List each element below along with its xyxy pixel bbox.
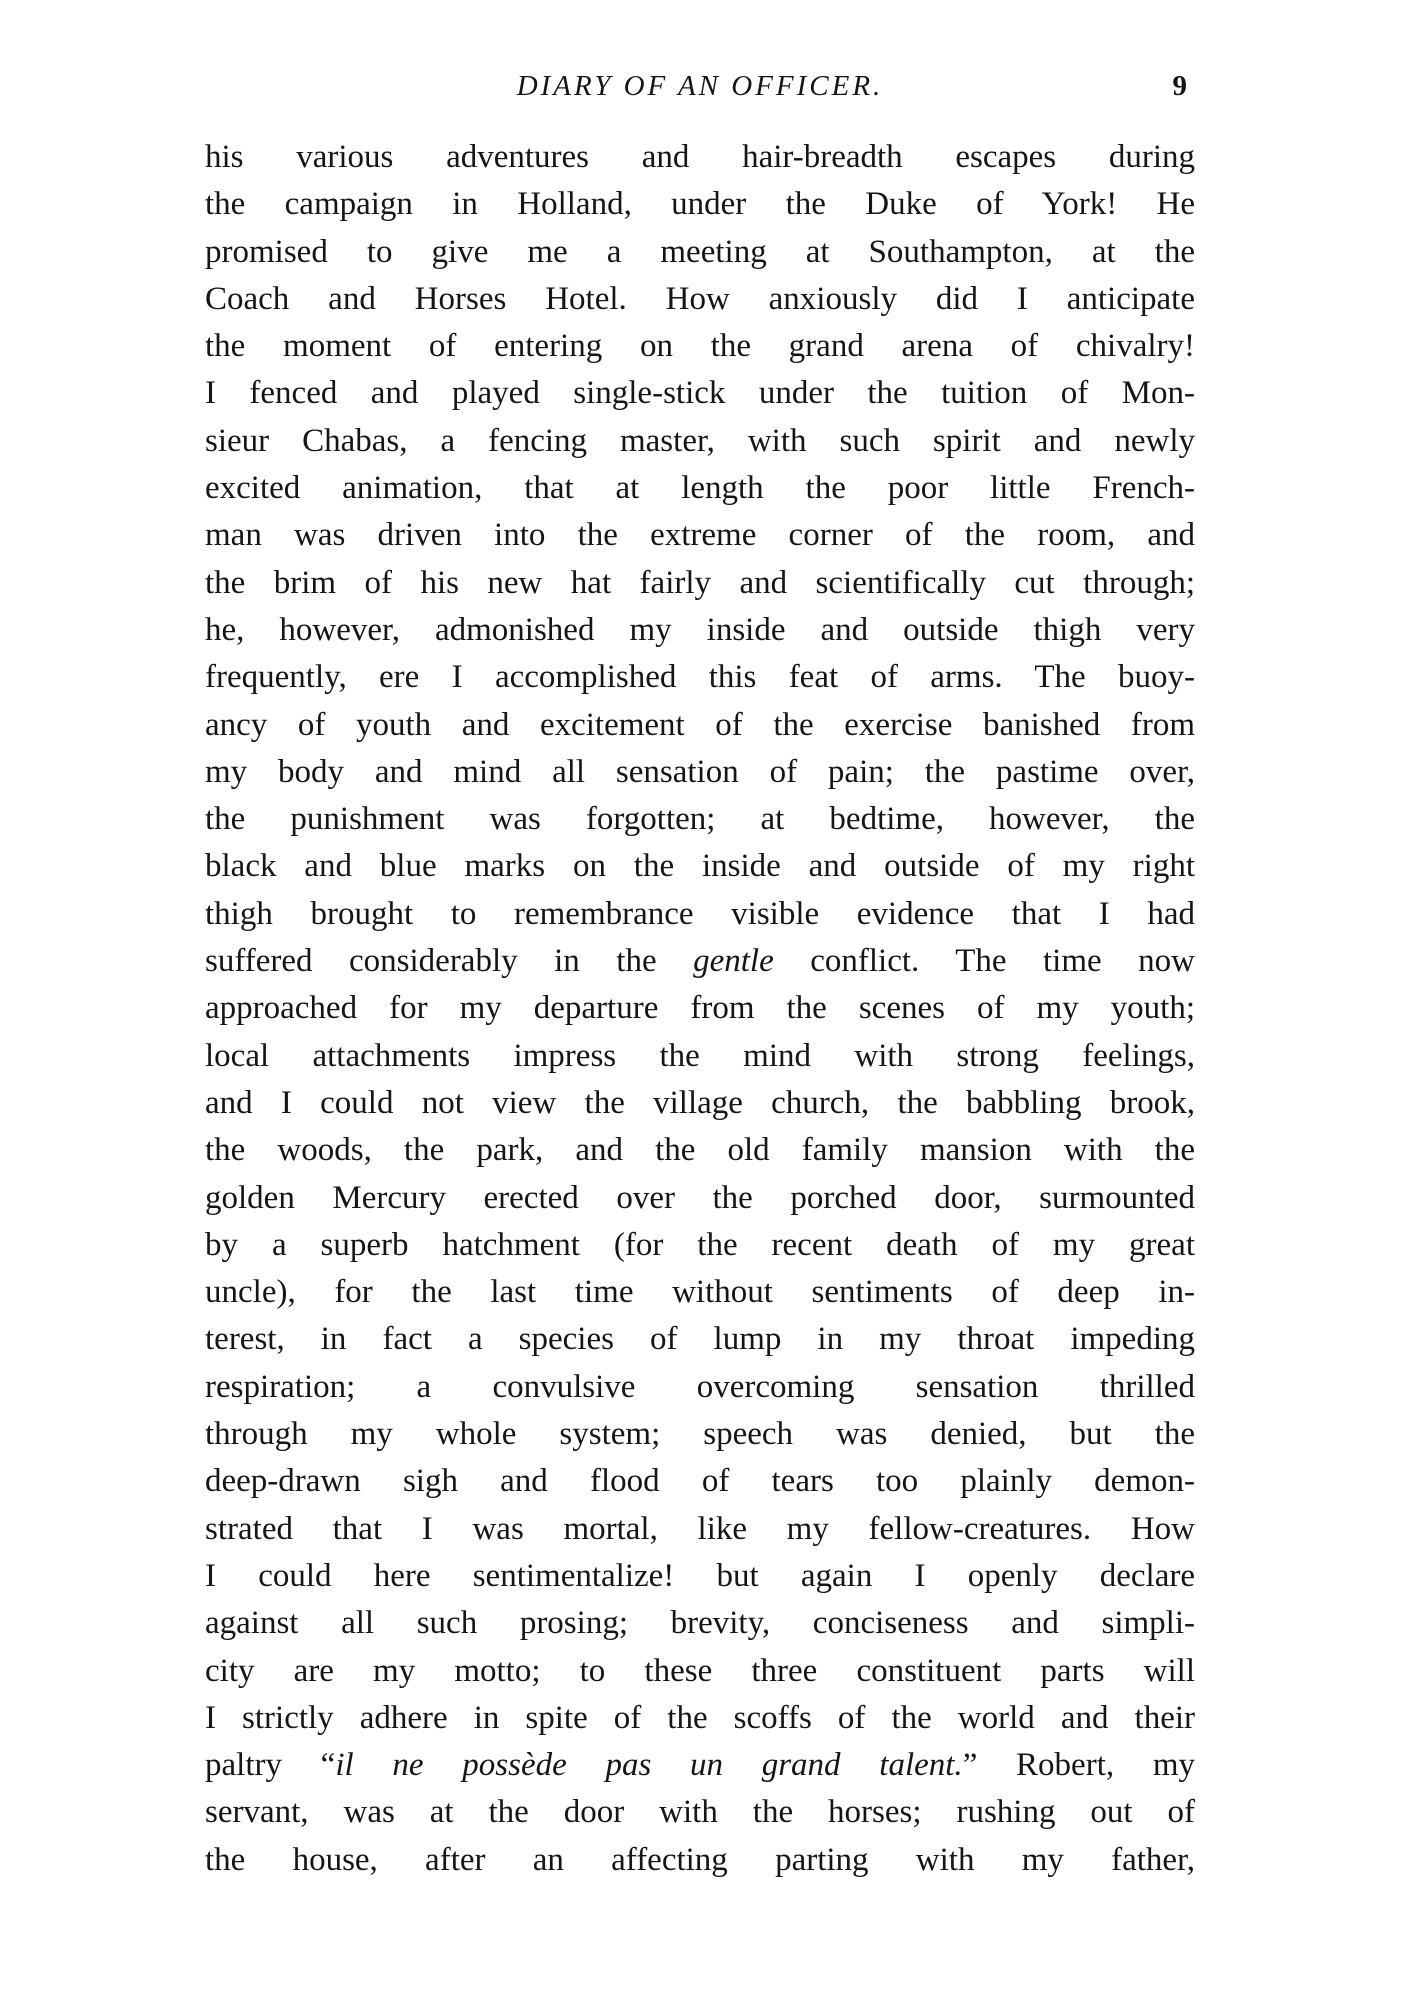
page-header xyxy=(205,70,1195,114)
text-line: through my whole system; speech was denied, but the xyxy=(205,1416,1195,1453)
italic-phrase: il ne possède pas un grand talent. xyxy=(335,1747,963,1784)
text-line: Coach and Horses Hotel. How anxiously did I anticipate xyxy=(205,280,1195,317)
text-line: golden Mercury erected over the porched door, surmounted xyxy=(205,1179,1195,1216)
text-line: I strictly adhere in spite of the scoffs of the world and their xyxy=(205,1699,1195,1736)
text-line: excited animation, that at length the poor little French- xyxy=(205,470,1195,507)
page-number: 9 xyxy=(1172,70,1187,102)
text-line: the moment of entering on the grand arena of chivalry! xyxy=(205,328,1195,365)
text-line: respiration; a convulsive overcoming sensation thrilled xyxy=(205,1368,1195,1405)
text-line: his various adventures and hair-breadth escapes during xyxy=(205,139,1195,175)
text-line: terest, in fact a species of lump in my throat impeding xyxy=(205,1321,1195,1358)
text-line: city are my motto; to these three constituent parts will xyxy=(205,1652,1195,1689)
text-line: deep-drawn sigh and flood of tears too plainly demon- xyxy=(205,1463,1195,1500)
italic-word: gentle xyxy=(693,943,774,980)
text-line: thigh brought to remembrance visible evidence that I had xyxy=(205,895,1195,932)
text-line: promised to give me a meeting at Southampton, at the xyxy=(205,233,1195,270)
text-line: paltry “il ne possède pas un grand talent.” Robert, my xyxy=(205,1747,1195,1784)
text-line: the punishment was forgotten; at bedtime, however, the xyxy=(205,801,1195,838)
text-line: black and blue marks on the inside and outside of my right xyxy=(205,848,1195,885)
body-text xyxy=(205,134,1195,1884)
text-line: approached for my departure from the scenes of my youth; xyxy=(205,990,1195,1027)
text-line: by a superb hatchment (for the recent death of my great xyxy=(205,1226,1195,1263)
text-line: servant, was at the door with the horses; rushing out of xyxy=(205,1794,1195,1831)
text-line: strated that I was mortal, like my fellow-creatures. How xyxy=(205,1510,1195,1547)
text-line: against all such prosing; brevity, conciseness and simpli- xyxy=(205,1605,1195,1642)
text-line: the woods, the park, and the old family mansion with the xyxy=(205,1132,1195,1169)
text-line: uncle), for the last time without sentiments of deep in- xyxy=(205,1274,1195,1311)
text-line: the brim of his new hat fairly and scientifically cut through; xyxy=(205,564,1195,601)
text-line: my body and mind all sensation of pain; the pastime over, xyxy=(205,753,1195,790)
text-line: ancy of youth and excitement of the exercise banished from xyxy=(205,706,1195,743)
text-line: the house, after an affecting parting with my father, xyxy=(205,1841,1195,1878)
text-line: frequently, ere I accomplished this feat of arms. The buoy- xyxy=(205,659,1195,696)
text-line: he, however, admonished my inside and outside thigh very xyxy=(205,611,1195,648)
text-line: I fenced and played single-stick under the tuition of Mon- xyxy=(205,375,1195,412)
text-line: the campaign in Holland, under the Duke of York! He xyxy=(205,186,1195,223)
running-head: DIARY OF AN OFFICER. xyxy=(516,70,884,102)
text-line: sieur Chabas, a fencing master, with such spirit and newly xyxy=(205,422,1195,459)
text-line: and I could not view the village church, the babbling brook, xyxy=(205,1084,1195,1121)
text-line: local attachments impress the mind with strong feelings, xyxy=(205,1037,1195,1074)
text-line: suffered considerably in the gentle conflict. The time now xyxy=(205,943,1195,980)
text-line: man was driven into the extreme corner of the room, and xyxy=(205,517,1195,554)
text-line: I could here sentimentalize! but again I openly declare xyxy=(205,1557,1195,1594)
